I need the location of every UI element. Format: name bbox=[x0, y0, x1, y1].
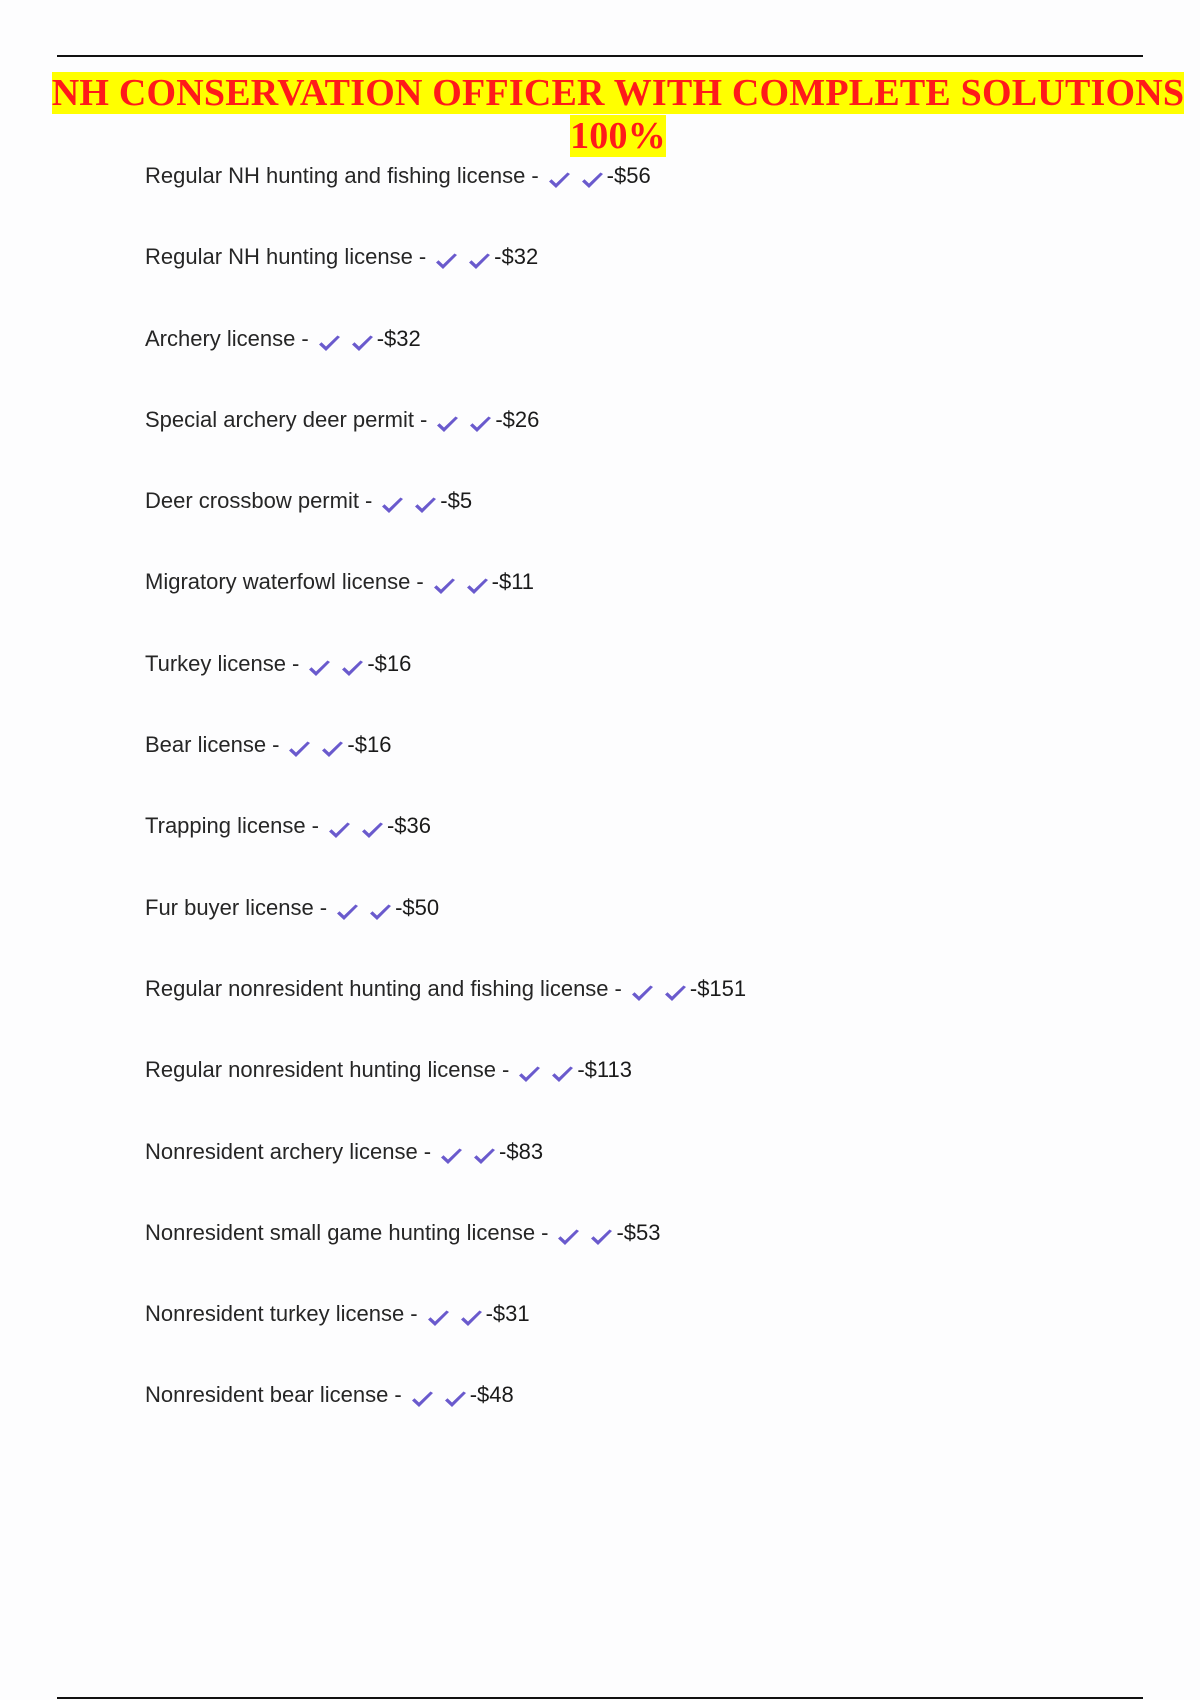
checkmark-icon bbox=[443, 1385, 468, 1405]
checkmark-icon bbox=[380, 491, 405, 511]
checkmark-icon bbox=[556, 1223, 581, 1243]
qa-item bbox=[145, 1052, 746, 1133]
question-text: Nonresident small game hunting license bbox=[145, 1219, 536, 1245]
question-text: Archery license bbox=[145, 325, 296, 351]
checkmark-icon bbox=[413, 491, 438, 511]
check-marks bbox=[317, 321, 375, 357]
checkmark-icon bbox=[335, 898, 360, 918]
check-marks bbox=[380, 483, 438, 519]
checkmark-icon bbox=[472, 1142, 497, 1162]
question-text: Regular nonresident hunting license bbox=[145, 1057, 497, 1083]
checkmark-icon bbox=[350, 329, 375, 349]
question-text: Regular NH hunting and fishing license bbox=[145, 163, 526, 188]
question-text: Migratory waterfowl license bbox=[145, 569, 411, 595]
separator: - bbox=[311, 813, 319, 839]
qa-item bbox=[145, 646, 746, 727]
check-marks bbox=[630, 971, 688, 1007]
separator: - bbox=[301, 325, 309, 351]
qa-item bbox=[145, 1296, 746, 1377]
checkmark-icon bbox=[434, 247, 459, 267]
answer-text: -$26 bbox=[495, 406, 540, 432]
checkmark-icon bbox=[580, 166, 605, 186]
separator: - bbox=[410, 1301, 418, 1327]
check-marks bbox=[287, 727, 345, 763]
qa-item bbox=[145, 727, 746, 808]
checkmark-icon bbox=[307, 654, 332, 674]
check-marks bbox=[517, 1052, 575, 1088]
checkmark-icon bbox=[517, 1060, 542, 1080]
separator: - bbox=[416, 569, 424, 595]
answer-text: -$151 bbox=[689, 975, 747, 1001]
separator: - bbox=[319, 894, 328, 920]
check-marks bbox=[439, 1134, 497, 1170]
answer-text: -$31 bbox=[485, 1301, 530, 1327]
checkmark-icon bbox=[435, 410, 460, 430]
checkmark-icon bbox=[550, 1060, 575, 1080]
question-text: Bear license bbox=[145, 732, 267, 758]
answer-text: -$11 bbox=[491, 569, 535, 595]
checkmark-icon bbox=[317, 329, 342, 349]
question-text: Turkey license bbox=[145, 650, 287, 676]
document-title: NH CONSERVATION OFFICER WITH COMPLETE SOLUTIONS 100% bbox=[51, 72, 1185, 157]
separator: - bbox=[292, 650, 300, 676]
check-marks bbox=[426, 1296, 484, 1332]
answer-text: -$36 bbox=[386, 813, 431, 839]
question-text: Trapping license bbox=[145, 813, 306, 839]
separator: - bbox=[423, 1138, 432, 1164]
checkmark-icon bbox=[467, 247, 492, 267]
checkmark-icon bbox=[630, 979, 655, 999]
qa-item bbox=[145, 158, 746, 239]
check-marks bbox=[432, 564, 490, 600]
answer-text: -$48 bbox=[469, 1382, 514, 1408]
qa-item bbox=[145, 971, 746, 1052]
checkmark-icon bbox=[320, 735, 345, 755]
qa-item bbox=[145, 402, 746, 483]
question-text: Nonresident bear license bbox=[145, 1382, 389, 1408]
separator: - bbox=[614, 975, 622, 1001]
check-marks bbox=[410, 1377, 468, 1413]
separator: - bbox=[420, 406, 428, 432]
separator: - bbox=[541, 1219, 549, 1245]
checkmark-icon bbox=[432, 572, 457, 592]
checkmark-icon bbox=[360, 816, 385, 836]
separator: - bbox=[394, 1382, 402, 1408]
question-text: Deer crossbow permit bbox=[145, 488, 359, 514]
qa-list bbox=[145, 158, 746, 1459]
check-marks bbox=[556, 1215, 614, 1251]
checkmark-icon bbox=[327, 816, 352, 836]
question-text: Regular NH hunting license bbox=[145, 244, 413, 270]
check-marks bbox=[327, 808, 385, 844]
checkmark-icon bbox=[368, 898, 393, 918]
checkmark-icon bbox=[459, 1304, 484, 1324]
qa-item bbox=[145, 483, 746, 564]
separator: - bbox=[272, 732, 280, 758]
checkmark-icon bbox=[468, 410, 493, 430]
qa-item bbox=[145, 564, 746, 645]
answer-text: -$50 bbox=[395, 894, 440, 920]
question-text: Fur buyer license bbox=[145, 894, 314, 920]
separator: - bbox=[502, 1057, 510, 1083]
separator: - bbox=[418, 244, 427, 270]
qa-item bbox=[145, 1215, 746, 1296]
check-marks bbox=[547, 158, 605, 194]
qa-item bbox=[145, 239, 746, 320]
qa-item bbox=[145, 890, 746, 971]
question-text: Nonresident archery license bbox=[145, 1138, 418, 1164]
checkmark-icon bbox=[287, 735, 312, 755]
answer-text: -$113 bbox=[577, 1057, 632, 1083]
top-rule bbox=[57, 55, 1143, 57]
checkmark-icon bbox=[547, 166, 572, 186]
qa-item bbox=[145, 321, 746, 402]
title-block bbox=[0, 72, 1200, 158]
separator: - bbox=[364, 488, 373, 514]
answer-text: -$16 bbox=[347, 732, 392, 758]
question-text: Special archery deer permit bbox=[145, 406, 415, 432]
answer-text: -$32 bbox=[376, 325, 421, 351]
checkmark-icon bbox=[410, 1385, 435, 1405]
qa-item bbox=[145, 1377, 746, 1458]
answer-text: -$16 bbox=[367, 650, 412, 676]
answer-text: -$5 bbox=[440, 488, 473, 514]
checkmark-icon bbox=[439, 1142, 464, 1162]
question-text: Nonresident turkey license bbox=[145, 1301, 405, 1327]
check-marks bbox=[307, 646, 365, 682]
answer-text: -$56 bbox=[606, 163, 651, 188]
separator: - bbox=[531, 163, 539, 188]
question-text: Regular nonresident hunting and fishing license bbox=[145, 975, 609, 1001]
answer-text: -$32 bbox=[494, 244, 539, 270]
check-marks bbox=[335, 890, 393, 926]
check-marks bbox=[434, 239, 492, 275]
checkmark-icon bbox=[426, 1304, 451, 1324]
checkmark-icon bbox=[589, 1223, 614, 1243]
answer-text: -$53 bbox=[616, 1219, 661, 1245]
qa-item bbox=[145, 808, 746, 889]
answer-text: -$83 bbox=[499, 1138, 544, 1164]
checkmark-icon bbox=[340, 654, 365, 674]
bottom-rule bbox=[57, 1697, 1143, 1699]
qa-item bbox=[145, 1134, 746, 1215]
checkmark-icon bbox=[465, 572, 490, 592]
check-marks bbox=[435, 402, 493, 438]
checkmark-icon bbox=[663, 979, 688, 999]
